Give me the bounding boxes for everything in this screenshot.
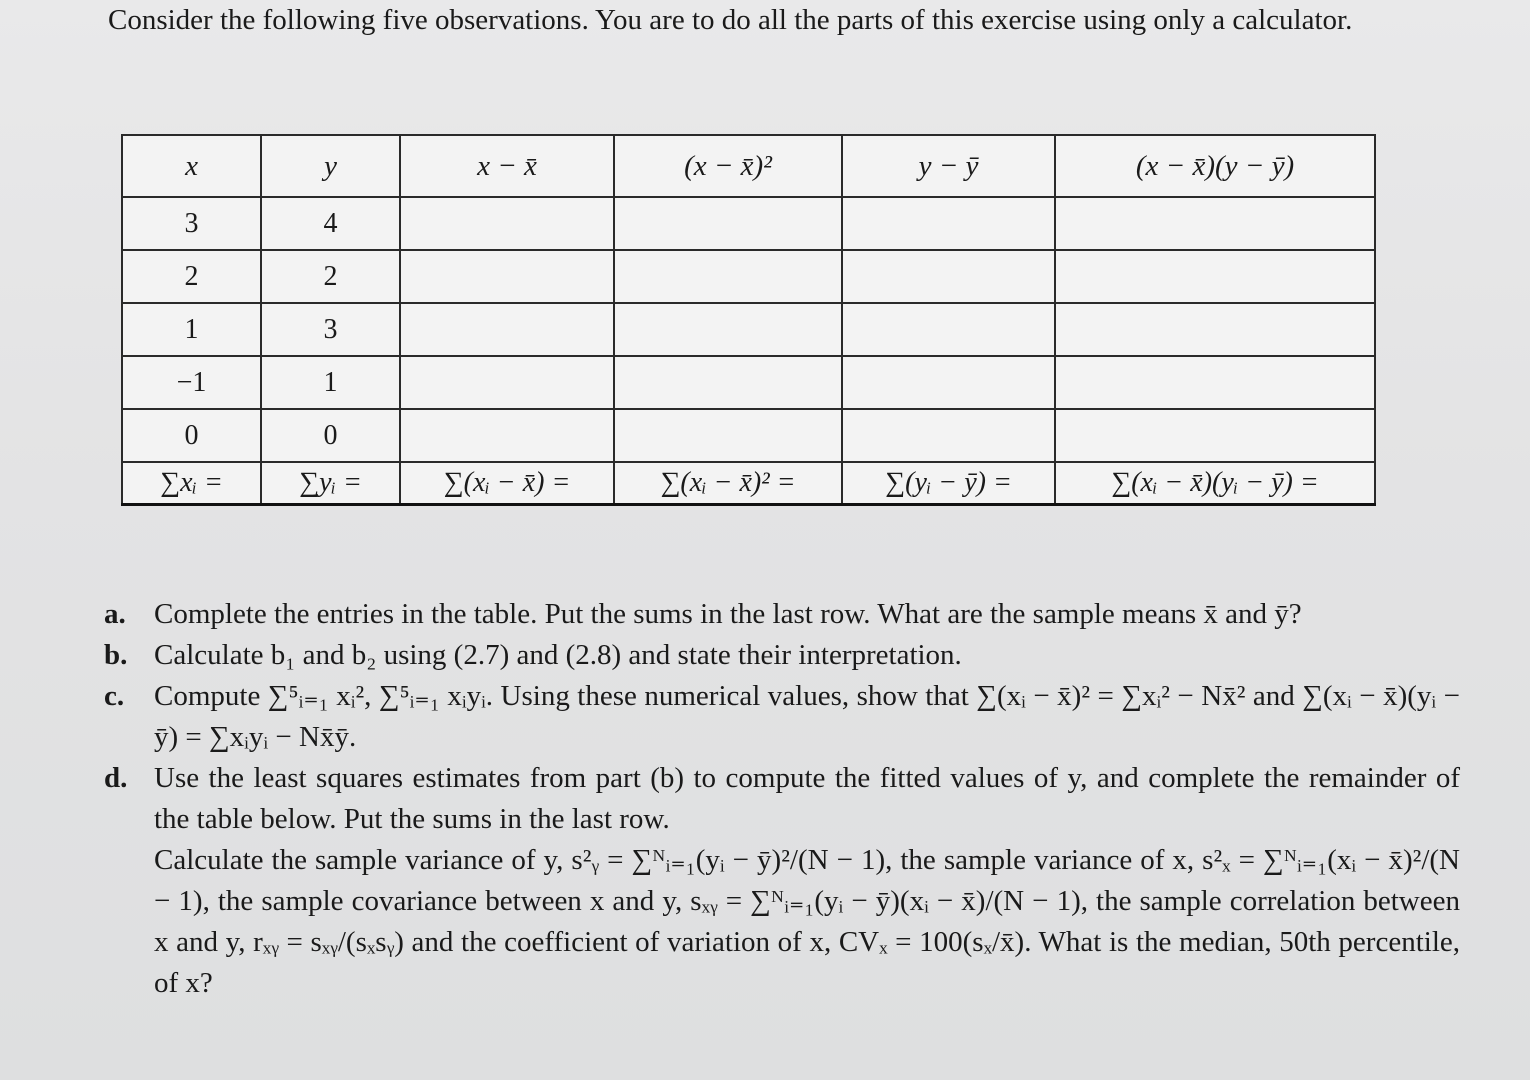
cell-x-dev — [400, 250, 614, 303]
cell-y-dev — [842, 197, 1055, 250]
cell-xy-dev-product — [1055, 303, 1375, 356]
cell-x: 2 — [122, 250, 261, 303]
table-row — [122, 197, 1375, 250]
cell-x-dev-sq — [614, 250, 842, 303]
header-x: x — [122, 135, 261, 197]
cell-y-dev — [842, 250, 1055, 303]
part-label: d. — [104, 762, 128, 794]
part-label: b. — [104, 639, 128, 671]
sum-x-dev-sq: ∑(xᵢ − x̄)² = — [614, 462, 842, 505]
cell-y: 1 — [261, 356, 400, 409]
part-text: Use the least squares estimates from part (b) to compute the fitted values of y, and complete the remainder of the table below. Put the sums in the last row. — [154, 762, 1460, 835]
cell-xy-dev-product — [1055, 197, 1375, 250]
table-row — [122, 409, 1375, 462]
header-y: y — [261, 135, 400, 197]
sums-row — [122, 462, 1375, 505]
header-x-dev: x − x̄ — [400, 135, 614, 197]
sum-y: ∑yᵢ = — [261, 462, 400, 505]
sum-x-dev: ∑(xᵢ − x̄) = — [400, 462, 614, 505]
part-b — [104, 635, 1460, 676]
part-text: Compute ∑⁵ᵢ₌₁ xᵢ², ∑⁵ᵢ₌₁ xᵢyᵢ. Using these numerical values, show that ∑(xᵢ − x̄)² = ∑xᵢ² − Nx̄² and ∑(xᵢ − x̄)(yᵢ − ȳ) = ∑xᵢyᵢ − Nx̄ȳ. — [154, 680, 1460, 753]
observations-table — [121, 134, 1376, 506]
cell-y: 2 — [261, 250, 400, 303]
header-y-dev: y − ȳ — [842, 135, 1055, 197]
table-row — [122, 250, 1375, 303]
cell-xy-dev-product — [1055, 356, 1375, 409]
table-row — [122, 303, 1375, 356]
part-a — [104, 594, 1460, 635]
cell-y: 0 — [261, 409, 400, 462]
cell-xy-dev-product — [1055, 409, 1375, 462]
cell-x-dev-sq — [614, 409, 842, 462]
cell-x-dev — [400, 197, 614, 250]
part-text: Calculate b₁ and b₂ using (2.7) and (2.8) and state their interpretation. — [154, 639, 962, 671]
part-c — [104, 676, 1460, 758]
header-xy-dev-product: (x − x̄)(y − ȳ) — [1055, 135, 1375, 197]
part-label: c. — [104, 680, 125, 712]
cell-x-dev — [400, 356, 614, 409]
cell-x: −1 — [122, 356, 261, 409]
cell-x-dev-sq — [614, 356, 842, 409]
cell-y-dev — [842, 409, 1055, 462]
part-d — [104, 758, 1460, 840]
exercise-intro: Consider the following five observations. You are to do all the parts of this exercise using only a calculator. — [108, 4, 1353, 36]
part-text: Complete the entries in the table. Put the sums in the last row. What are the sample means x̄ and ȳ? — [154, 598, 1302, 630]
sum-x: ∑xᵢ = — [122, 462, 261, 505]
table-header-row — [122, 135, 1375, 197]
cell-x: 0 — [122, 409, 261, 462]
cell-x-dev — [400, 409, 614, 462]
cell-x-dev-sq — [614, 303, 842, 356]
table-row — [122, 356, 1375, 409]
cell-x: 1 — [122, 303, 261, 356]
cell-xy-dev-product — [1055, 250, 1375, 303]
part-text: Calculate the sample variance of y, s²ᵧ = ∑ᴺᵢ₌₁(yᵢ − ȳ)²/(N − 1), the sample variance of x, s²ₓ = ∑ᴺᵢ₌₁(xᵢ − x̄)²/(N − 1), the sample covariance between x and y, sₓᵧ = ∑ᴺᵢ₌₁(yᵢ − ȳ)(xᵢ − x̄)/(N − 1), the sample correlation between x and y, rₓᵧ = sₓᵧ/(sₓsᵧ) and the coefficient of variation of x, CVₓ = 100(sₓ/x̄). What is the median, 50th percentile, of x? — [154, 844, 1460, 999]
part-label — [104, 840, 154, 1004]
cell-x-dev — [400, 303, 614, 356]
sum-xy-dev-product: ∑(xᵢ − x̄)(yᵢ − ȳ) = — [1055, 462, 1375, 505]
part-label: a. — [104, 598, 126, 630]
cell-y-dev — [842, 356, 1055, 409]
cell-x: 3 — [122, 197, 261, 250]
header-x-dev-sq: (x − x̄)² — [614, 135, 842, 197]
sum-y-dev: ∑(yᵢ − ȳ) = — [842, 462, 1055, 505]
cell-y: 4 — [261, 197, 400, 250]
cell-y: 3 — [261, 303, 400, 356]
cell-y-dev — [842, 303, 1055, 356]
exercise-parts — [104, 594, 1460, 1004]
part-d-continued — [104, 840, 1460, 1004]
cell-x-dev-sq — [614, 197, 842, 250]
